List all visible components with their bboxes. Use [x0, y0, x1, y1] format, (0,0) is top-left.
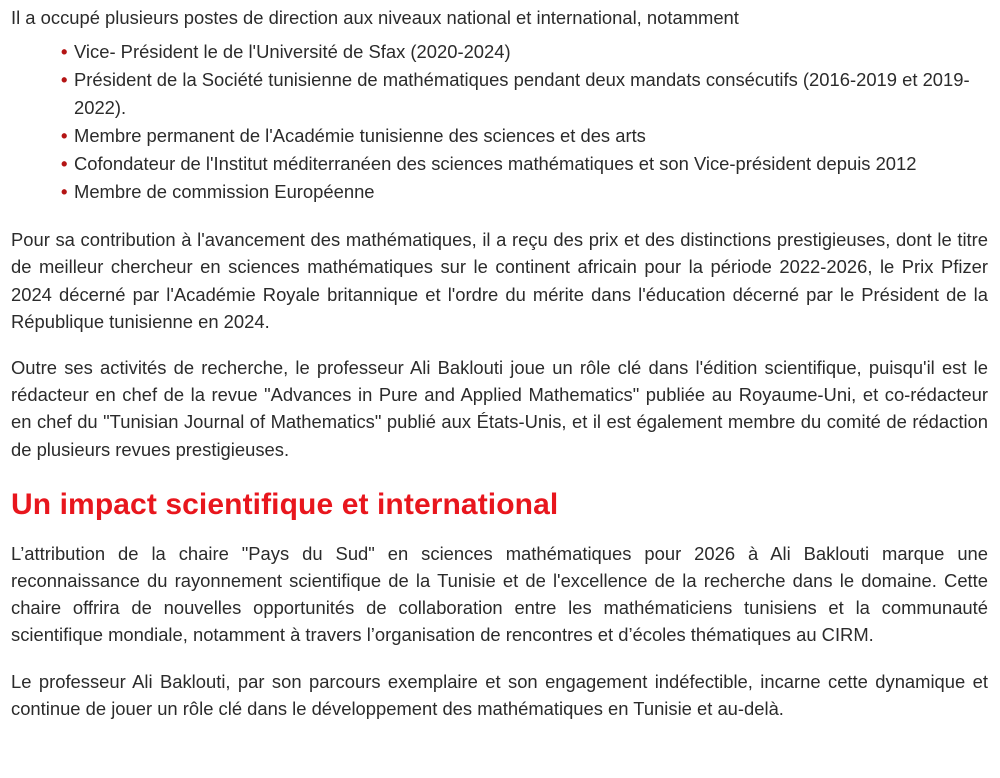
conclusion-paragraph: Le professeur Ali Baklouti, par son parcours exemplaire et son engagement indéfectible, incarne cette dynamique et continue de jouer un rôle clé dans le développement des mathématiques en Tunisie et au-delà.: [11, 670, 988, 719]
bullet-icon: •: [61, 41, 68, 63]
roles-list: [11, 38, 988, 206]
list-item: [61, 150, 988, 178]
role-text: Membre de commission Européenne: [74, 181, 375, 203]
list-item: [61, 66, 988, 122]
section-heading: Un impact scientifique et international: [11, 487, 559, 521]
role-text: Président de la Société tunisienne de mathématiques pendant deux mandats consécutifs (2016-2019 et 2019-2022).: [74, 69, 970, 119]
role-text: Membre permanent de l'Académie tunisienne des sciences et des arts: [74, 125, 646, 147]
role-text: Cofondateur de l'Institut méditerranéen des sciences mathématiques et son Vice-président depuis 2012: [74, 153, 917, 175]
list-item: [61, 38, 988, 66]
role-text: Vice- Président le de l'Université de Sfax (2020-2024): [74, 41, 511, 63]
list-item: [61, 178, 988, 206]
intro-paragraph: Il a occupé plusieurs postes de direction aux niveaux national et international, notamment: [11, 7, 739, 28]
chair-paragraph: L’attribution de la chaire "Pays du Sud" en sciences mathématiques pour 2026 à Ali Baklouti marque une reconnaissance du rayonnement scientifique de la Tunisie et de l'excellence de la recherche dans le domaine. Cette chaire offrira de nouvelles opportunités de collaboration entre les mathématiciens tunisiens et la communauté scientifique mondiale, notamment à travers l’organisation de rencontres et d’écoles thématiques au CIRM.: [11, 542, 988, 646]
bullet-icon: •: [61, 69, 68, 91]
list-item: [61, 122, 988, 150]
bullet-icon: •: [61, 125, 68, 147]
editorial-paragraph: Outre ses activités de recherche, le professeur Ali Baklouti joue un rôle clé dans l'édition scientifique, puisqu'il est le rédacteur en chef de la revue "Advances in Pure and Applied Mathematics" publiée au Royaume-Uni, et co-rédacteur en chef du "Tunisian Journal of Mathematics" publié aux États-Unis, et il est également membre du comité de rédaction de plusieurs revues prestigieuses.: [11, 357, 988, 460]
awards-paragraph: Pour sa contribution à l'avancement des mathématiques, il a reçu des prix et des distinctions prestigieuses, dont le titre de meilleur chercheur en sciences mathématiques sur le continent africain pour la période 2022-2026, le Prix Pfizer 2024 décerné par l'Académie Royale britannique et l'ordre du mérite dans l'éducation décerné par le Président de la République tunisienne en 2024.: [11, 229, 988, 332]
bullet-icon: •: [61, 153, 68, 175]
bullet-icon: •: [61, 181, 68, 203]
